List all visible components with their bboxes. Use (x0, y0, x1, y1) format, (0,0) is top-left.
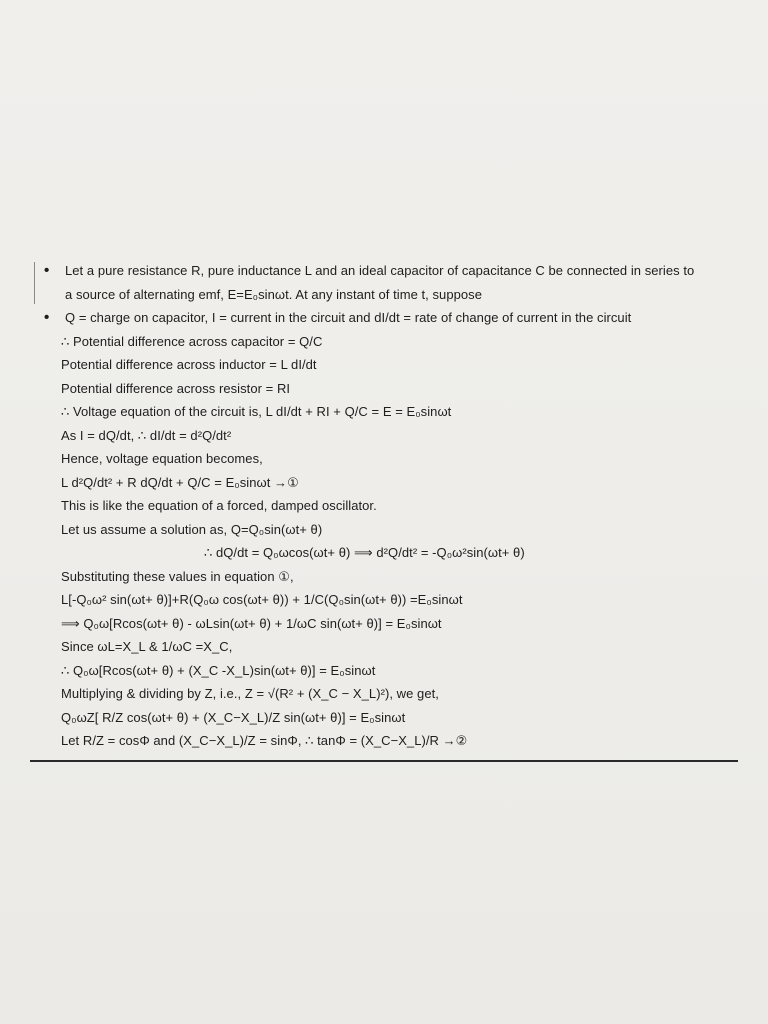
line-text: Let a pure resistance R, pure inductance L and an ideal capacitor of capacitance C be connected in series to (65, 263, 695, 278)
line-text: Hence, voltage equation becomes, (61, 451, 263, 466)
notes-line-19 (44, 682, 744, 706)
line-text: Q = charge on capacitor, I = current in the circuit and dI/dt = rate of change of current in the circuit (65, 310, 632, 325)
notes-line-9 (44, 447, 744, 471)
line-text: Let R/Z = cosΦ and (X_C−X_L)/Z = sinΦ, ∴ tanΦ = (X_C−X_L)/R →② (61, 733, 468, 748)
line-text: ∴ Voltage equation of the circuit is, L dI/dt + RI + Q/C = E = E₀sinωt (61, 404, 452, 419)
line-text: Potential difference across resistor = RI (61, 380, 291, 396)
notes-line-15 (44, 588, 744, 612)
notes-line-14 (44, 565, 744, 589)
notes-line-1 (44, 259, 744, 283)
line-text: L d²Q/dt² + R dQ/dt + Q/C = E₀sinωt →① (61, 474, 299, 490)
notes-line-17 (44, 635, 744, 659)
bullet-marker: • (44, 309, 50, 326)
line-text: Multiplying & dividing by Z, i.e., Z = √(R² + (X_C − X_L)²), we get, (61, 686, 439, 701)
line-text: Substituting these values in equation ①, (61, 568, 294, 584)
line-text: Potential difference across inductor = L dI/dt (61, 357, 317, 372)
notes-line-2 (44, 283, 744, 307)
line-text: ∴ Potential difference across capacitor = Q/C (61, 333, 323, 349)
notes-line-21 (44, 729, 744, 753)
notes-line-12 (44, 518, 744, 542)
line-text: L[-Q₀ω² sin(ωt+ θ)]+R(Q₀ω cos(ωt+ θ)) + 1/C(Q₀sin(ωt+ θ)) =E₀sinωt (61, 592, 463, 607)
line-text: As I = dQ/dt, ∴ dI/dt = d²Q/dt² (61, 427, 232, 443)
line-text: Let us assume a solution as, Q=Q₀sin(ωt+ θ) (61, 521, 323, 537)
line-text: a source of alternating emf, E=E₀sinωt. At any instant of time t, suppose (65, 286, 482, 302)
section-divider (30, 760, 738, 762)
notes-line-13 (44, 541, 744, 565)
line-text: ∴ Q₀ω[Rcos(ωt+ θ) + (X_C -X_L)sin(ωt+ θ)] = E₀sinωt (61, 662, 376, 678)
margin-rule (34, 262, 35, 304)
notes-line-16 (44, 612, 744, 636)
line-text: ∴ dQ/dt = Q₀ωcos(ωt+ θ) ⟹ d²Q/dt² = -Q₀ω²sin(ωt+ θ) (204, 545, 525, 560)
notes-line-8 (44, 424, 744, 448)
notes-line-11 (44, 494, 744, 518)
line-text: This is like the equation of a forced, damped oscillator. (61, 498, 377, 513)
notes-line-18 (44, 659, 744, 683)
notes-body (44, 259, 744, 753)
notes-line-10 (44, 471, 744, 495)
line-text: Q₀ωZ[ R/Z cos(ωt+ θ) + (X_C−X_L)/Z sin(ωt+ θ)] = E₀sinωt (61, 709, 406, 725)
notes-line-3 (44, 306, 744, 330)
notes-line-4 (44, 330, 744, 354)
notes-line-7 (44, 400, 744, 424)
line-text: ⟹ Q₀ω[Rcos(ωt+ θ) - ωLsin(ωt+ θ) + 1/ωC sin(ωt+ θ)] = E₀sinωt (61, 615, 442, 631)
bullet-marker: • (44, 262, 50, 279)
line-text: Since ωL=X_L & 1/ωC =X_C, (61, 639, 233, 654)
notes-line-20 (44, 706, 744, 730)
notes-line-5 (44, 353, 744, 377)
notes-line-6 (44, 377, 744, 401)
